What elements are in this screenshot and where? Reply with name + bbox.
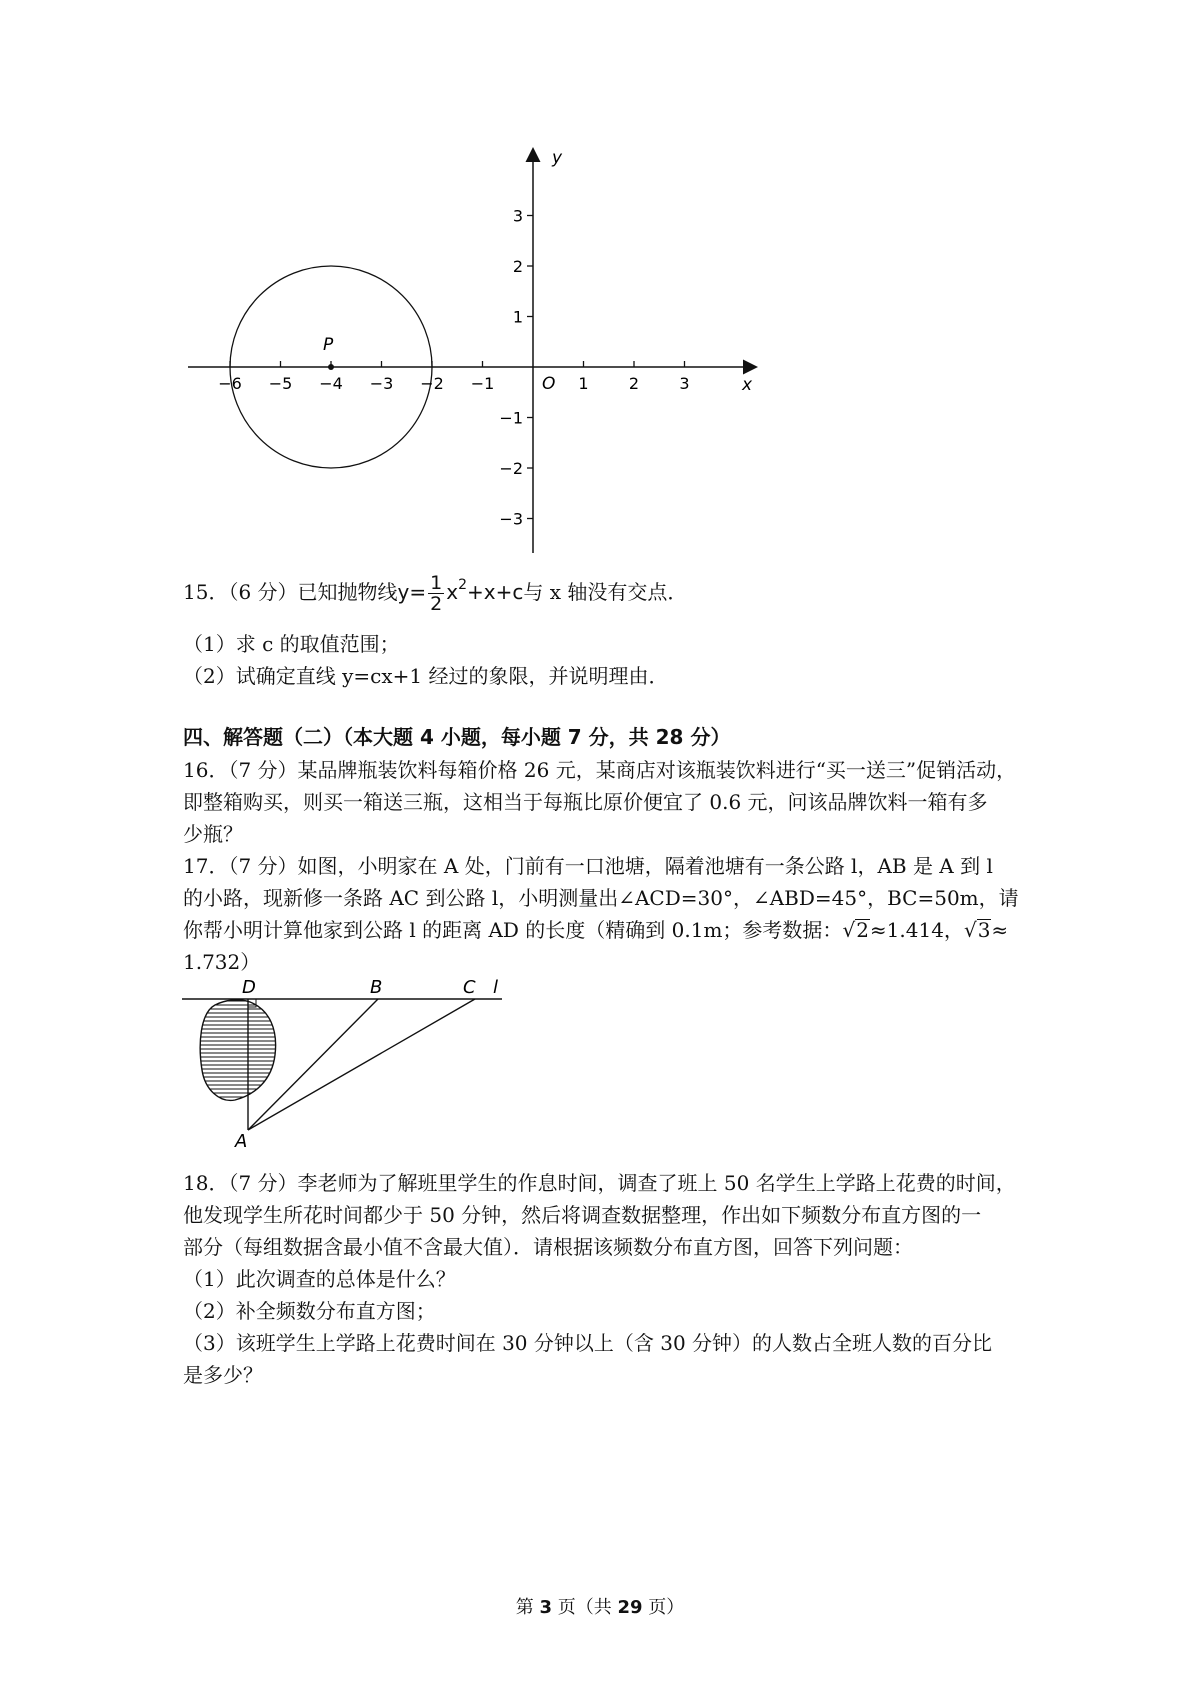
q18-line3: 部分（每组数据含最小值不含最大值）．请根据该频数分布直方图，回答下列问题： [183,1235,913,1259]
q17-line1: 17．（7 分）如图，小明家在 A 处，门前有一口池塘，隔着池塘有一条公路 l，AB 是 A 到 l [183,854,993,878]
eq-x: x [446,580,459,604]
y-tick-label: −2 [499,459,523,478]
segment-ac [248,999,475,1130]
x-tick-label: −3 [369,374,394,393]
coordinate-figure [180,145,770,560]
road-pond-figure [180,975,510,1150]
label-c: C [463,977,476,998]
y-tick-label: −3 [499,509,523,529]
y-tick-label: 2 [512,257,523,276]
y-tick-label: 3 [512,206,523,226]
q16-line1: 16．（7 分）某品牌瓶装饮料每箱价格 26 元，某商店对该瓶装饮料进行“买一送三”促销活动， [183,758,1017,782]
q17-line3 [183,918,1008,942]
sqrt-three-radicand: 3 [977,918,991,942]
sqrt-three: √3 [963,918,991,942]
q17-line3-a: 你帮小明计算他家到公路 l 的距离 AD 的长度（精确到 0.1m；参考数据： [183,918,843,942]
footer-middle: 页（共 [552,1597,618,1618]
x-tick-label: −2 [420,374,444,393]
eq-y: y= [397,580,427,604]
footer-page-number: 3 [539,1597,552,1618]
q18-part2: （2）补全频数分布直方图； [183,1299,436,1323]
page-footer [0,1593,1200,1619]
x-tick-label: −5 [268,374,293,393]
pond-hatching [190,1001,285,1101]
origin-label: O [542,374,556,394]
footer-total-pages: 29 [617,1597,643,1618]
q18-part3-line2: 是多少？ [183,1363,263,1387]
q18-line1: 18．（7 分）李老师为了解班里学生的作息时间，调查了班上 50 名学生上学路上花费的时间， [183,1171,1016,1195]
eq-exp: 2 [458,577,467,593]
x-tick-label: 3 [679,374,690,393]
x-tick-label: 2 [628,374,640,393]
q18-part1: （1）此次调查的总体是什么？ [183,1267,456,1291]
q15-suffix: 与 x 轴没有交点． [523,580,688,604]
y-tick-label: −1 [499,408,523,428]
label-b: B [370,977,383,998]
q15-part1: （1）求 c 的取值范围； [183,632,400,656]
label-d: D [242,977,256,998]
footer-prefix: 第 [515,1597,540,1618]
q17-line4: 1.732） [183,950,261,974]
q15-part2: （2）试确定直线 y=cx+1 经过的象限，并说明理由． [183,664,669,688]
q15-line [183,573,687,614]
y-axis-label: y [552,148,563,168]
section-heading: 四、解答题（二）（本大题 4 小题，每小题 7 分，共 28 分） [183,725,731,749]
sqrt-two: √2 [842,918,869,942]
q17-line3-b: ≈1.414， [869,918,964,942]
frac-den: 2 [430,593,443,615]
x-tick-label: −6 [218,374,242,393]
x-tick-label: −1 [470,374,495,393]
x-tick-label: 1 [578,374,589,393]
q16-line2: 即整箱购买，则买一箱送三瓶，这相当于每瓶比原价便宜了 0.6 元，问该品牌饮料一箱有多 [183,790,988,814]
eq-rest: +x+c [466,580,524,604]
q18-part3-line1: （3）该班学生上学路上花费时间在 30 分钟以上（含 30 分钟）的人数占全班人数的百分比 [183,1331,993,1355]
label-l: l [493,977,499,998]
footer-suffix: 页） [642,1597,685,1618]
x-tick-label: −4 [319,374,343,393]
point-p-label: P [323,335,334,355]
q15-prefix: 15．（6 分）已知抛物线 [183,580,398,604]
eq-fraction [428,573,444,614]
x-ticks [218,361,689,393]
q16-line3: 少瓶？ [183,822,243,846]
label-a: A [235,1131,248,1150]
y-tick-label: 1 [512,307,523,327]
q15-equation [397,572,524,615]
q17-line2: 的小路，现新修一条路 AC 到公路 l，小明测量出∠ACD=30°，∠ABD=45°，BC=50m，请 [183,886,1019,910]
q18-line2: 他发现学生所花时间都少于 50 分钟，然后将调查数据整理，作出如下频数分布直方图的一 [183,1203,982,1227]
frac-num: 1 [430,572,443,594]
x-axis-label: x [742,375,753,395]
q17-line3-c: ≈ [991,918,1009,942]
sqrt-two-radicand: 2 [856,918,869,942]
